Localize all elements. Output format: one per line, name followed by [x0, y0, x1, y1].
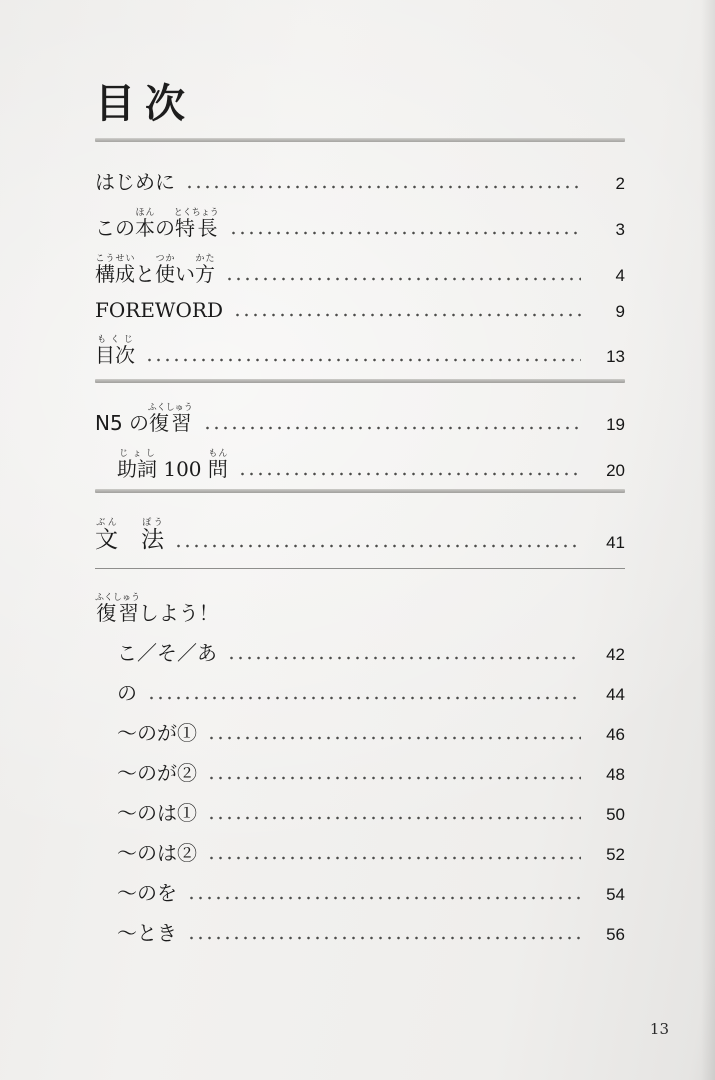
dot-leader — [238, 472, 581, 476]
toc-row — [117, 665, 625, 705]
dot-leader — [225, 277, 581, 281]
toc-row — [95, 322, 625, 367]
toc-entry-label: 目次もくじ — [95, 335, 135, 367]
dot-leader — [227, 656, 581, 660]
page-number-value: 41 — [606, 532, 625, 552]
page-number-value: 44 — [606, 684, 625, 704]
toc-entry-label: 構成こうせいと使つかい方かた — [95, 254, 215, 286]
toc-entry-label: N5 の復習ふくしゅう — [95, 403, 193, 435]
dot-leader — [207, 736, 581, 740]
page-number-value: 56 — [606, 924, 625, 944]
page-number-value: 19 — [606, 414, 625, 434]
toc-entry-label: の — [117, 681, 137, 705]
toc-row — [117, 785, 625, 825]
toc-entry-label: 文ぶん 法ぽう — [95, 517, 164, 553]
page-number-value: 2 — [615, 173, 625, 193]
page-number-value: 3 — [615, 219, 625, 239]
page-content — [95, 82, 625, 945]
toc-entry-label: 復習ふくしゅうしよう！ — [95, 593, 219, 625]
footer-page-number: 13 — [649, 1020, 669, 1038]
dot-leader — [147, 696, 581, 700]
page-number-value: 46 — [606, 724, 625, 744]
dot-leader — [145, 358, 581, 362]
toc-row — [117, 905, 625, 945]
title-rule — [95, 138, 625, 142]
toc-entry-label: 助詞じょし 100 問もん — [117, 449, 228, 481]
toc-entry-label: ～のは② — [117, 841, 197, 865]
toc-row — [117, 435, 625, 481]
page-number-value: 50 — [606, 804, 625, 824]
toc-row — [95, 240, 625, 286]
toc-entry-label: はじめに — [95, 170, 175, 194]
dot-leader — [207, 776, 581, 780]
dot-leader — [185, 185, 581, 189]
toc-row — [117, 865, 625, 905]
toc-row — [117, 825, 625, 865]
toc-row — [95, 493, 625, 553]
toc-entry-label: この本ほんの特長とくちょう — [95, 208, 219, 240]
toc-row — [117, 745, 625, 785]
toc-entry-label: ～のが② — [117, 761, 197, 785]
toc-entry-label: ～のが① — [117, 721, 197, 745]
toc-list — [95, 164, 625, 945]
toc-row — [95, 164, 625, 194]
toc-entry-label: ～のは① — [117, 801, 197, 825]
dot-leader — [207, 856, 581, 860]
toc-row — [117, 625, 625, 665]
toc-entry-label: ～のを — [117, 881, 177, 905]
dot-leader — [207, 816, 581, 820]
page-number-value: 4 — [615, 265, 625, 285]
page-number-value: 13 — [606, 346, 625, 366]
page-title: 目次 — [95, 80, 195, 127]
toc-section-heading — [95, 569, 625, 625]
page-number-value: 42 — [606, 644, 625, 664]
page-number-value: 48 — [606, 764, 625, 784]
toc-entry-label: ～とき — [117, 921, 177, 945]
page-edge-shadow — [701, 0, 715, 1080]
toc-row — [95, 383, 625, 435]
dot-leader — [229, 231, 581, 235]
dot-leader — [187, 936, 581, 940]
toc-row — [95, 194, 625, 240]
page-number-value: 52 — [606, 844, 625, 864]
dot-leader — [233, 313, 581, 317]
dot-leader — [187, 896, 581, 900]
page-number-value: 54 — [606, 884, 625, 904]
toc-entry-label: FOREWORD — [95, 298, 223, 322]
dot-leader — [203, 426, 581, 430]
dot-leader — [174, 544, 581, 548]
toc-entry-label: こ／そ／あ — [117, 641, 217, 665]
page-number-value: 20 — [606, 460, 625, 480]
page-number-value: 9 — [615, 301, 625, 321]
toc-row — [117, 705, 625, 745]
toc-row — [95, 286, 625, 322]
